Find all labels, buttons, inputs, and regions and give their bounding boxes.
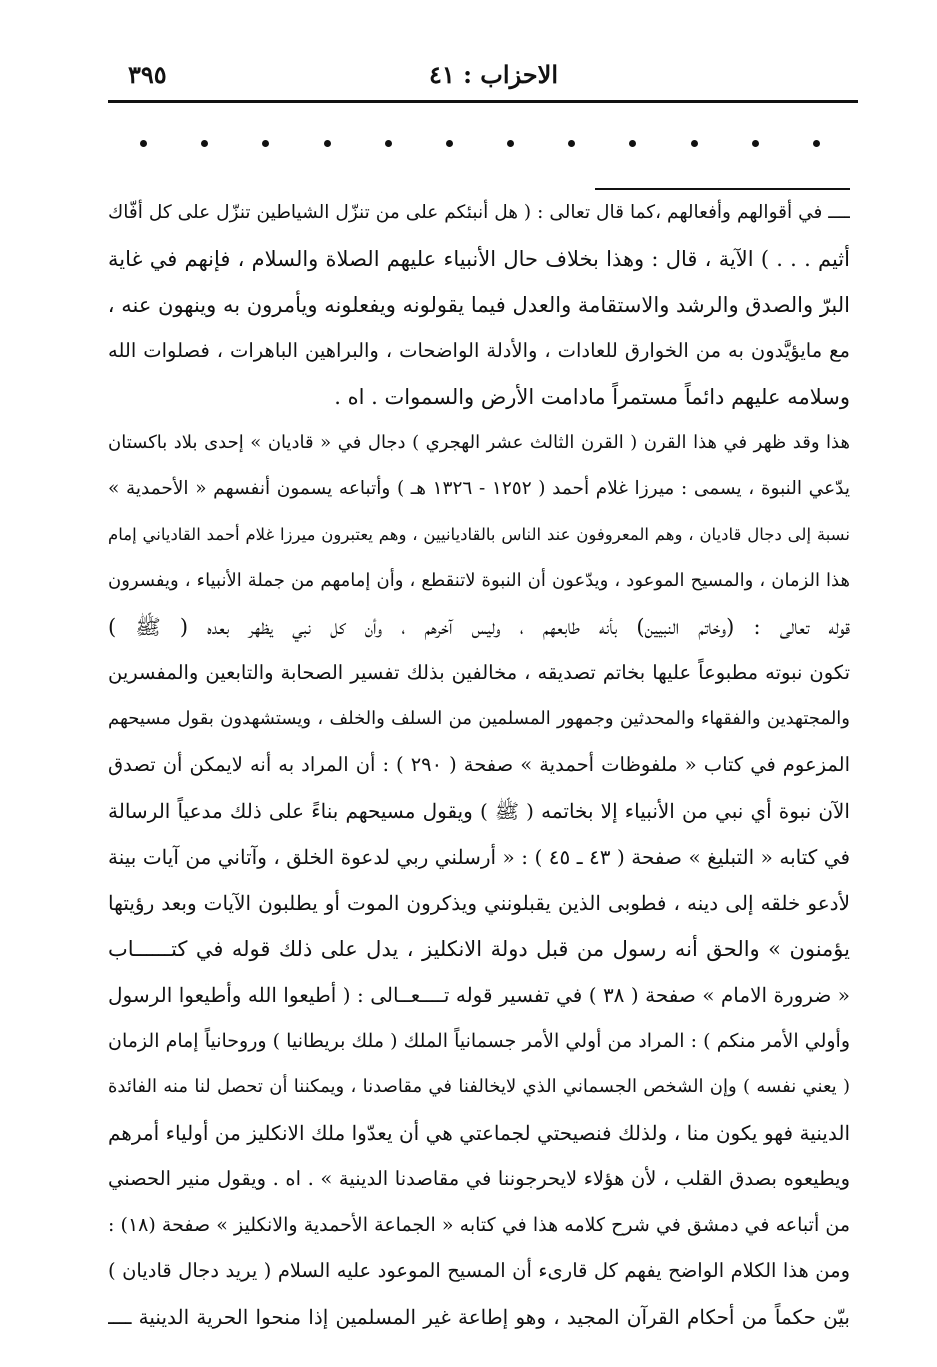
text-line: ويطيعوه بصدق القلب ، لأن هؤلاء لايحرجوننا في مقاصدنا الدينية » . اه . ويقول منير الحصني [108,1167,850,1190]
separator-dot [691,140,698,147]
text-line: وسلامه عليهم دائماً مستمراً مادامت الأرض والسموات . اه . [334,385,850,409]
separator-dot [140,140,147,147]
text-line: في كتابه « التبليغ » صفحة ( ٤٣ ـ ٤٥ ) : « أرسلني ربي لدعوة الخلق ، وآتاني من آيات بينة [108,845,850,869]
text-line: ــــ في أقوالهم وأفعالهم ،كما قال تعالى : ( هل أنبئكم على من تنزّل الشياطين تنزّل على كل أفّاك [108,202,850,223]
text-line: « ضرورة الامام » صفحة ( ٣٨ ) في تفسير قوله تــــعــالى : ( أطيعوا الله وأطيعوا الرسول [108,983,850,1007]
text-line: هذا وقد ظهر في هذا القرن ( القرن الثالث عشر الهجري ) دجال في « قاديان » إحدى بلاد باكستان [108,432,850,453]
text-line: ( يعني نفسه ) وإن الشخص الجسماني الذي لايخالفنا في مقاصدنا ، ويمكننا أن تحصل لنا منه الفائدة [108,1076,850,1097]
separator-dot [813,140,820,147]
separator-dot [385,140,392,147]
text-line: ومن هذا الكلام الواضح يفهم كل قارىء أن المسيح الموعود عليه السلام ( يريد دجال قاديان ) [108,1259,850,1282]
separator-dot [568,140,575,147]
text-line: الآن نبوة أي نبي من الأنبياء إلا بخاتمه ( ﷺ ) ويقول مسيحهم بناءً على ذلك مدعياً الرسالة [108,799,850,823]
separator-dot [629,140,636,147]
separator-dot [507,140,514,147]
separator-dot [324,140,331,147]
page-number: ٣٩٥ [128,60,167,89]
separator-dot [752,140,759,147]
running-header [108,60,858,100]
text-line: وأولي الأمر منكم ) : المراد من أولي الأمر جسمانياً الملك ( ملك بريطانيا ) وروحانياً إمام الزمان [108,1030,850,1052]
separator-dot [262,140,269,147]
header-rule [108,100,858,103]
text-line: المزعوم في كتاب « ملفوظات أحمدية » صفحة ( ٢٩٠ ) : أن المراد به أنه لايمكن أن تصدق [108,753,850,776]
text-line: من أتباعه في دمشق في شرح كلامه هذا في كتابه « الجماعة الأحمدية والانكليز » صفحة (١٨) : [108,1214,850,1236]
text-line: تكون نبوته مطبوعاً عليها بخاتم تصديقه ، مخالفين بذلك تفسير الصحابة والتابعين والمفسرين [108,661,850,684]
text-line: البرّ والصدق والرشد والاستقامة والعدل فيما يقولونه ويفعلونه ويأمرون به وينهون عنه ، [108,293,850,317]
footnote-continuation [108,190,850,420]
separator-dots [140,140,820,160]
text-line: لأدعو خلقه إلى دينه ، فطوبى الذين يقبلونني ويذكرون الموت أو يطلبون الآيات وبعد رؤيتها [108,891,850,915]
text-line: قوله تعالى : (وخاتم النبيين) بأنه طابعهم ، وليس آخرهم ، وأن كل نبي يظهر بعده ( ﷺ ) [108,615,850,639]
text-line: يؤمنون » والحق أنه رسول من قبل دولة الانكليز ، يدل على ذلك قوله في كتــــــاب [108,937,850,961]
page-text [108,190,850,1340]
chapter-verse-title: الاحزاب : ٤١ [428,60,558,89]
text-line: هذا الزمان ، والمسيح الموعود ، ويدّعون أن النبوة لاتنقطع ، وأن إمامهم من جملة الأنبياء ، ويفسرون [108,570,850,591]
text-line: يدّعي النبوة ، يسمى : ميرزا غلام أحمد ( ١٢٥٢ - ١٣٢٦ هـ ) وأتباعه يسمون أنفسهم « الأحمدية » [108,478,850,499]
text-line: نسبة إلى دجال قاديان ، وهم المعروفون عند الناس بالقاديانيين ، وهم يعتبرون ميرزا غلام أحمد القادياني إمام [108,525,850,544]
text-line: أثيم . . . ) الآية ، قال : وهذا بخلاف حال الأنبياء عليهم الصلاة والسلام ، فإنهم في غاية [108,247,850,271]
text-line: والمجتهدين والفقهاء والمحدثين وجمهور المسلمين من السلف والخلف ، ويستشهدون بقول مسيحهم [108,708,850,729]
separator-dot [446,140,453,147]
separator-dot [201,140,208,147]
text-line: مع مايؤيَّدون به من الخوارق للعادات ، والأدلة الواضحات ، والبراهين الباهرات ، فصلوات الله [108,339,850,362]
body-paragraph [108,420,850,1340]
text-line: الدينية فهو يكون منا ، ولذلك فنصيحتي لجماعتي هي أن يعدّوا ملك الانكليز من أولياء أمرهم [108,1121,850,1145]
text-line: بيّن حكماً من أحكام القرآن المجيد ، وهو إطاعة غير المسلمين إذا منحوا الحرية الدينية ــــ [108,1305,850,1329]
